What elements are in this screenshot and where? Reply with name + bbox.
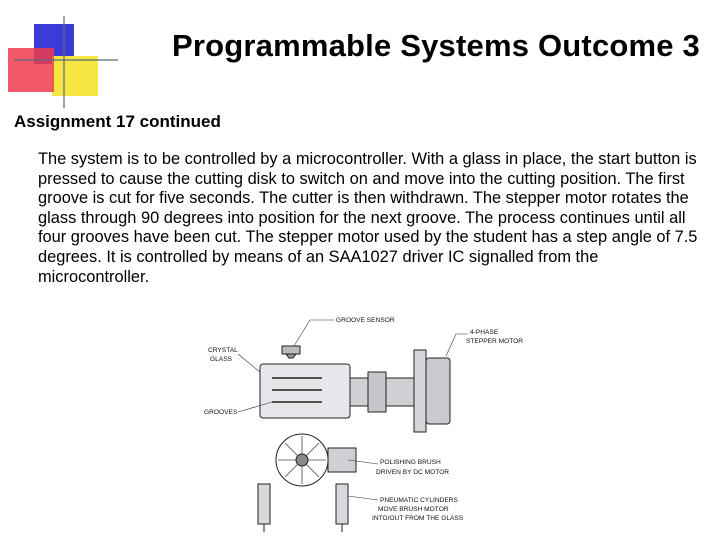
groove-sensor-tip (286, 354, 296, 358)
label-move-brush-motor: MOVE BRUSH MOTOR (378, 506, 449, 513)
body-paragraph: The system is to be controlled by a microcontroller. With a glass in place, the start button is pressed to cause the cutting disk to switch on and move into the cutting position. The first groove is cut for five seconds. The cutter is then withdrawn. The stepper motor rotates the glass through 90 degrees into position for the next groove. The process continues until all four grooves have been cut. The stepper motor used by the student has a step angle of 7.5 degrees. It is controlled by means of an SAA1027 driver IC signalled from the microcontroller. (38, 150, 698, 286)
groove-sensor (282, 346, 300, 354)
page-title: Programmable Systems Outcome 3 (171, 28, 700, 63)
logo-yellow-square (52, 56, 98, 96)
label-grooves: GROOVES (204, 409, 238, 416)
logo-red-square (8, 48, 54, 92)
pneumatic-cylinder-right (336, 484, 348, 524)
stepper-motor-flange (414, 350, 426, 432)
label-polishing-brush: POLISHING BRUSH (380, 459, 441, 466)
label-4-phase: 4-PHASE (470, 329, 499, 336)
assignment-subtitle: Assignment 17 continued (14, 112, 221, 131)
slide-logo (0, 0, 120, 110)
glass-cutting-diagram (198, 312, 538, 534)
label-crystal: CRYSTAL (208, 347, 238, 354)
label-pneumatic-cylinders: PNEUMATIC CYLINDERS (380, 497, 458, 504)
label-into-out-from-glass: INTO/OUT FROM THE GLASS (372, 515, 464, 522)
label-groove-sensor: GROOVE SENSOR (336, 317, 395, 324)
label-glass: GLASS (210, 356, 232, 363)
label-stepper-motor: STEPPER MOTOR (466, 338, 524, 345)
crystal-glass (260, 364, 350, 418)
dc-motor (328, 448, 356, 472)
motor-collar (368, 372, 386, 412)
stepper-motor-body (426, 358, 450, 424)
label-driven-by-dc-motor: DRIVEN BY DC MOTOR (376, 469, 450, 476)
pneumatic-cylinder-left (258, 484, 270, 524)
